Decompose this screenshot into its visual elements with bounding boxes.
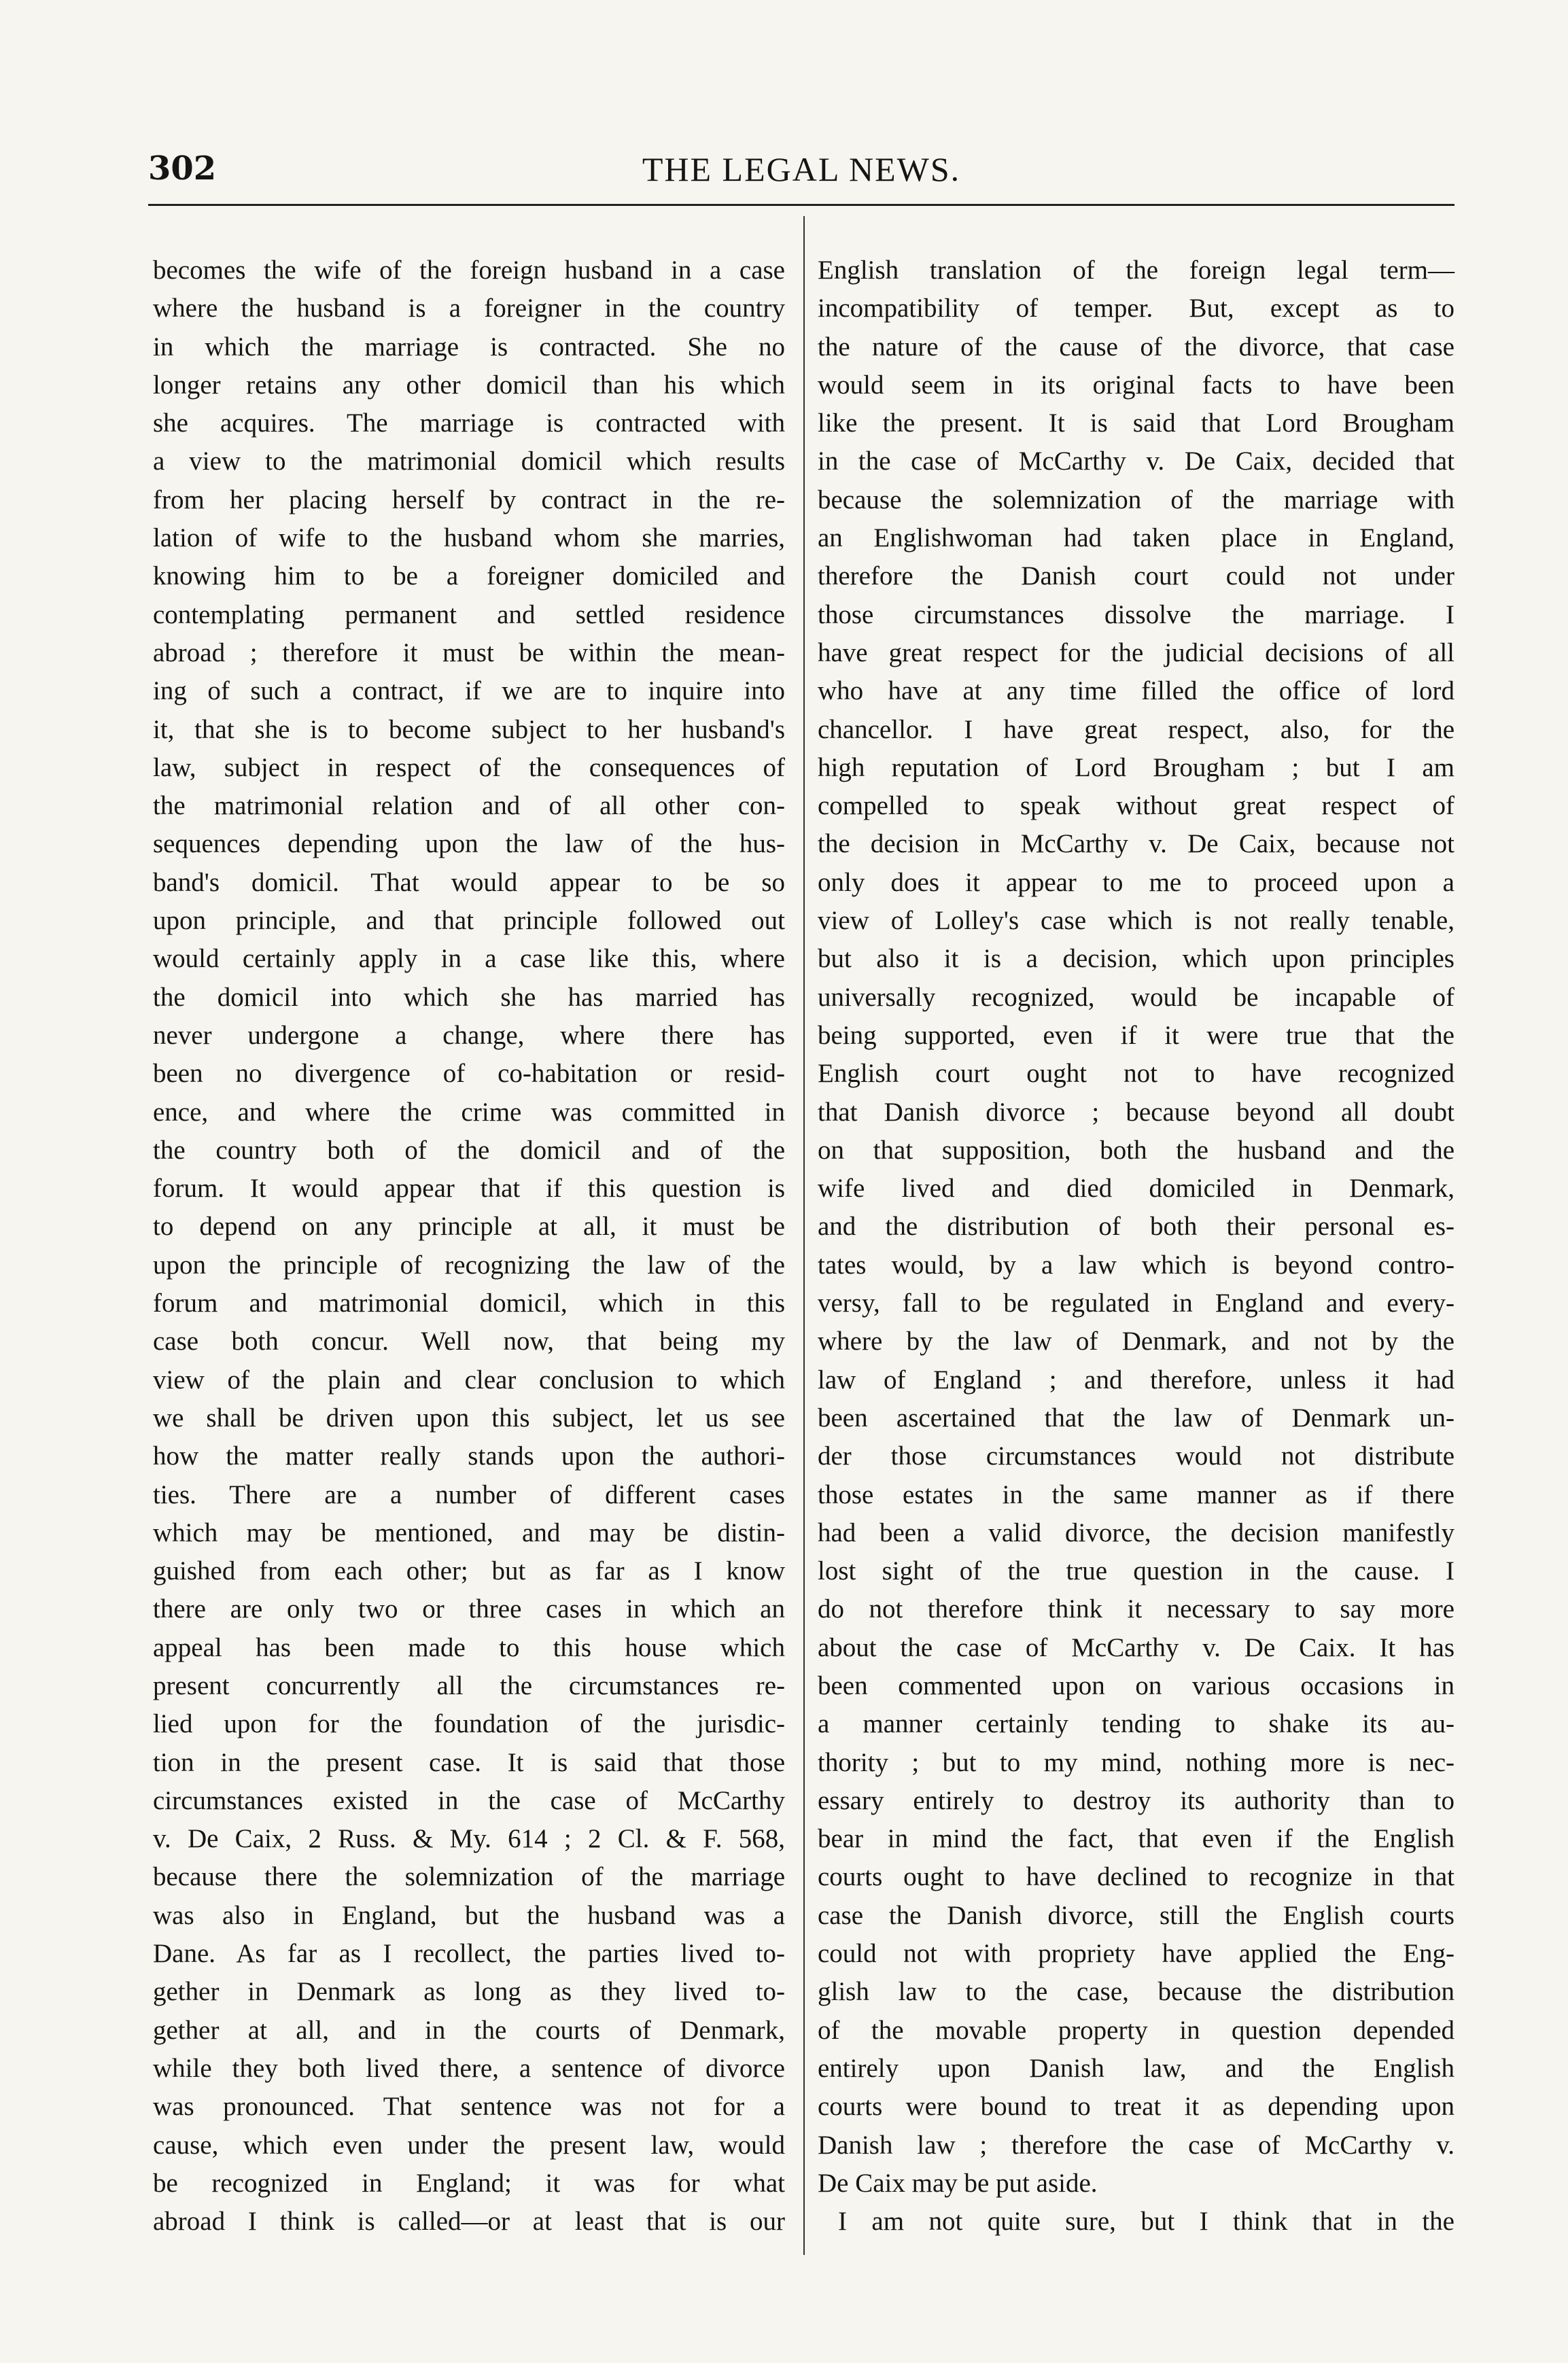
- text-line: forum. It would appear that if this question is: [153, 1174, 785, 1204]
- text-line: which may be mentioned, and may be distin-: [153, 1518, 785, 1547]
- text-line: the country both of the domicil and of the: [153, 1135, 785, 1165]
- text-line: in which the marriage is contracted. She no: [153, 332, 785, 362]
- text-line: guished from each other; but as far as I know: [153, 1556, 785, 1586]
- text-line: thority ; but to my mind, nothing more is nec-: [818, 1747, 1454, 1777]
- text-line: upon the principle of recognizing the law of the: [153, 1250, 785, 1280]
- text-line: because the solemnization of the marriage with: [818, 485, 1454, 514]
- text-line: we shall be driven upon this subject, let us see: [153, 1403, 785, 1433]
- text-line: lied upon for the foundation of the jurisdic-: [153, 1709, 785, 1739]
- text-line: it, that she is to become subject to her husband's: [153, 714, 785, 744]
- text-line: lost sight of the true question in the cause. I: [818, 1556, 1454, 1586]
- text-line: Danish law ; therefore the case of McCarthy v.: [818, 2130, 1454, 2160]
- text-line: she acquires. The marriage is contracted with: [153, 408, 785, 438]
- text-line: circumstances existed in the case of McCarthy: [153, 1785, 785, 1815]
- text-line: courts ought to have declined to recognize in that: [818, 1862, 1454, 1892]
- text-line: an Englishwoman had taken place in England,: [818, 523, 1454, 553]
- text-line: Dane. As far as I recollect, the parties lived to-: [153, 1939, 785, 1969]
- text-line: I am not quite sure, but I think that in the: [838, 2207, 1454, 2237]
- text-line: in the case of McCarthy v. De Caix, decided that: [818, 447, 1454, 476]
- text-line: versy, fall to be regulated in England and every-: [818, 1289, 1454, 1318]
- text-line: case the Danish divorce, still the English courts: [818, 1900, 1454, 1930]
- text-line: and the distribution of both their personal es-: [818, 1212, 1454, 1242]
- text-line: ing of such a contract, if we are to inquire into: [153, 676, 785, 706]
- text-line: compelled to speak without great respect of: [818, 791, 1454, 821]
- text-line: how the matter really stands upon the authori-: [153, 1441, 785, 1471]
- text-line: entirely upon Danish law, and the English: [818, 2053, 1454, 2083]
- text-line: sequences depending upon the law of the hus-: [153, 829, 785, 859]
- text-line: case both concur. Well now, that being my: [153, 1327, 785, 1356]
- text-line: who have at any time filled the office of lord: [818, 676, 1454, 706]
- text-line: because there the solemnization of the marriage: [153, 1862, 785, 1892]
- text-line: the matrimonial relation and of all other con-: [153, 791, 785, 821]
- text-line: upon principle, and that principle followed out: [153, 906, 785, 936]
- header-rule: [148, 204, 1454, 206]
- text-line: been commented upon on various occasions in: [818, 1670, 1454, 1700]
- text-line: appeal has been made to this house which: [153, 1632, 785, 1662]
- text-line: do not therefore think it necessary to say more: [818, 1594, 1454, 1624]
- text-line: abroad I think is called—or at least that is our: [153, 2207, 785, 2237]
- text-line: chancellor. I have great respect, also, for the: [818, 714, 1454, 744]
- text-line: wife lived and died domiciled in Denmark,: [818, 1174, 1454, 1204]
- text-line: ties. There are a number of different cases: [153, 1480, 785, 1509]
- text-line: English court ought not to have recognized: [818, 1059, 1454, 1089]
- text-line: universally recognized, would be incapable of: [818, 982, 1454, 1012]
- text-line: had been a valid divorce, the decision manifestly: [818, 1518, 1454, 1547]
- text-line: the domicil into which she has married has: [153, 982, 785, 1012]
- text-line: where the husband is a foreigner in the country: [153, 294, 785, 323]
- text-line: tates would, by a law which is beyond contro-: [818, 1250, 1454, 1280]
- text-line: law, subject in respect of the consequences of: [153, 752, 785, 782]
- right-column: [818, 251, 1454, 2241]
- text-line: v. De Caix, 2 Russ. & My. 614 ; 2 Cl. & F. 568,: [153, 1824, 785, 1854]
- text-line: never undergone a change, where there has: [153, 1020, 785, 1050]
- text-line: to depend on any principle at all, it must be: [153, 1212, 785, 1242]
- column-divider: [803, 216, 805, 2255]
- text-line: those circumstances dissolve the marriage. I: [818, 599, 1454, 629]
- running-title: THE LEGAL NEWS.: [642, 150, 961, 188]
- text-line: high reputation of Lord Brougham ; but I am: [818, 752, 1454, 782]
- text-line: been no divergence of co-habitation or resid-: [153, 1059, 785, 1089]
- text-line: about the case of McCarthy v. De Caix. It has: [818, 1632, 1454, 1662]
- text-line: glish law to the case, because the distribution: [818, 1977, 1454, 2007]
- text-line: from her placing herself by contract in the re-: [153, 485, 785, 514]
- text-line: forum and matrimonial domicil, which in this: [153, 1289, 785, 1318]
- text-line: abroad ; therefore it must be within the mean-: [153, 637, 785, 667]
- text-line: be recognized in England; it was for what: [153, 2168, 785, 2198]
- text-line: De Caix may be put aside.: [818, 2168, 1098, 2198]
- text-line: cause, which even under the present law, would: [153, 2130, 785, 2160]
- text-line: where by the law of Denmark, and not by the: [818, 1327, 1454, 1356]
- text-line: lation of wife to the husband whom she marries,: [153, 523, 785, 553]
- text-line: view of Lolley's case which is not really tenable,: [818, 906, 1454, 936]
- text-line: of the movable property in question depended: [818, 2015, 1454, 2045]
- text-line: contemplating permanent and settled residence: [153, 599, 785, 629]
- text-line: was pronounced. That sentence was not for a: [153, 2092, 785, 2122]
- page-header: [148, 144, 1454, 198]
- text-line: while they both lived there, a sentence of divorce: [153, 2053, 785, 2083]
- text-line: a view to the matrimonial domicil which results: [153, 447, 785, 476]
- text-line: a manner certainly tending to shake its au-: [818, 1709, 1454, 1739]
- text-line: would certainly apply in a case like this, where: [153, 944, 785, 974]
- text-line: have great respect for the judicial decisions of all: [818, 637, 1454, 667]
- text-line: gether in Denmark as long as they lived to-: [153, 1977, 785, 2007]
- text-line: law of England ; and therefore, unless it had: [818, 1365, 1454, 1395]
- text-line: becomes the wife of the foreign husband in a case: [153, 256, 785, 285]
- text-line: ence, and where the crime was committed in: [153, 1097, 785, 1127]
- text-line: present concurrently all the circumstances re-: [153, 1670, 785, 1700]
- text-line: band's domicil. That would appear to be so: [153, 867, 785, 897]
- text-line: tion in the present case. It is said that those: [153, 1747, 785, 1777]
- text-line: would seem in its original facts to have been: [818, 370, 1454, 400]
- text-line: incompatibility of temper. But, except as to: [818, 294, 1454, 323]
- text-line: being supported, even if it were true that the: [818, 1020, 1454, 1050]
- text-line: therefore the Danish court could not under: [818, 561, 1454, 591]
- text-line: the nature of the cause of the divorce, that case: [818, 332, 1454, 362]
- text-line: but also it is a decision, which upon principles: [818, 944, 1454, 974]
- text-line: view of the plain and clear conclusion to which: [153, 1365, 785, 1395]
- text-line: English translation of the foreign legal term—: [818, 256, 1454, 285]
- text-line: there are only two or three cases in which an: [153, 1594, 785, 1624]
- text-line: only does it appear to me to proceed upon a: [818, 867, 1454, 897]
- text-line: been ascertained that the law of Denmark un-: [818, 1403, 1454, 1433]
- text-line: on that supposition, both the husband and the: [818, 1135, 1454, 1165]
- page-number: 302: [148, 150, 217, 188]
- text-line: like the present. It is said that Lord Brougham: [818, 408, 1454, 438]
- text-line: the decision in McCarthy v. De Caix, because not: [818, 829, 1454, 859]
- left-column: [153, 251, 785, 2241]
- text-line: courts were bound to treat it as depending upon: [818, 2092, 1454, 2122]
- text-line: was also in England, but the husband was a: [153, 1900, 785, 1930]
- text-line: essary entirely to destroy its authority than to: [818, 1785, 1454, 1815]
- text-line: bear in mind the fact, that even if the English: [818, 1824, 1454, 1854]
- text-line: longer retains any other domicil than his which: [153, 370, 785, 400]
- text-line: could not with propriety have applied the Eng-: [818, 1939, 1454, 1969]
- text-line: that Danish divorce ; because beyond all doubt: [818, 1097, 1454, 1127]
- text-line: knowing him to be a foreigner domiciled and: [153, 561, 785, 591]
- text-line: gether at all, and in the courts of Denmark,: [153, 2015, 785, 2045]
- text-line: der those circumstances would not distribute: [818, 1441, 1454, 1471]
- text-line: those estates in the same manner as if there: [818, 1480, 1454, 1509]
